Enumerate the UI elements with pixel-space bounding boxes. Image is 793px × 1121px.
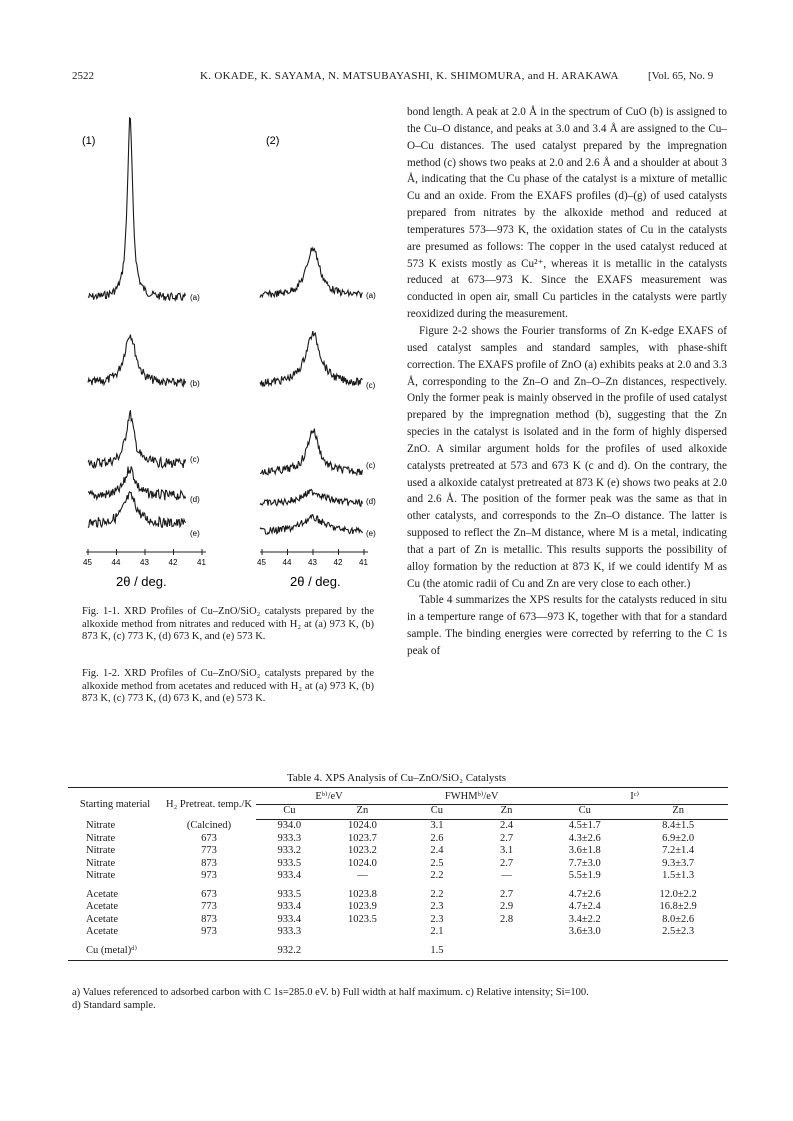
table-cell: 8.0±2.6 — [662, 913, 695, 925]
table-cell: 2.9 — [499, 901, 514, 912]
table-cell: 3.6±3.0 — [568, 926, 601, 937]
panel2-trace — [260, 429, 362, 476]
caption-1-text: Fig. 1-1. XRD Profiles of Cu–ZnO/SiO₂ catalysts prepared by the alkoxide method from nitrates and reduced with H₂ at (a) 973 K, (b) 873 K, (c) 773 K, (d) 673 K, and (e) 573 K. — [82, 606, 374, 643]
table-cell: 933.3 — [277, 926, 302, 937]
table-cell: 2.8 — [499, 913, 514, 925]
table-cell — [628, 945, 728, 961]
table-cell: Acetate — [86, 901, 119, 912]
table-cell: Nitrate — [86, 857, 116, 869]
table-cell: 1024.0 — [347, 857, 377, 869]
table-cell: 2.7 — [499, 832, 514, 844]
table-cell: Acetate — [86, 926, 119, 937]
table-cell: Acetate — [86, 888, 119, 900]
table-cell: Nitrate — [86, 845, 116, 856]
group-fwhm: FWHMᵇ⁾/eV — [402, 788, 541, 805]
x-tick-label: 45 — [257, 558, 266, 567]
running-authors: K. OKADE, K. SAYAMA, N. MATSUBAYASHI, K. SHIMOMURA, and H. ARAKAWA — [200, 70, 619, 82]
table-cell: 2.3 — [430, 913, 444, 925]
table-cell: 6.9±2.0 — [662, 832, 695, 844]
body-paragraph-1: bond length. A peak at 2.0 Å in the spectrum of CuO (b) is assigned to the Cu–O distance, and peaks at 3.0 and 3.4 Å are assigned to the Cu–O–Cu distances. The used catalyst prepared by the impregnation method (c) shows two peaks at 2.0 and 2.6 Å and a shoulder at about 3 Å, indicating that the Cu phase of the catalyst is a mixture of metallic Cu and an oxide. From the EXAFS profiles (d)–(g) of used catalysts prepared from nitrates by the alkoxide method and reduced at temperatures 573—973 K, the oxidation states of Cu in the catalysts are presumed as follows: The copper in the used catalyst reduced at 573 K exists mostly as Cu²⁺, whereas it is metallic in the catalysts reduced at 673—973 K. Since the EXAFS measurement was conducted in open air, small Cu particles in the catalysts were partly reoxidized during the measurement. — [407, 106, 727, 321]
table-cell: 7.2±1.4 — [662, 845, 695, 856]
panel1-trace — [88, 492, 186, 528]
sub-zn: Zn — [472, 804, 542, 820]
table-row — [68, 914, 728, 927]
table-title: Table 4. XPS Analysis of Cu–ZnO/SiO₂ Catalysts — [286, 772, 507, 784]
body-paragraph-3: Table 4 summarizes the XPS results for the catalysts reduced in situ in a temperture range of 673—973 K, together with that for a standard sample. The binding energies were corrected by referring to the C 1s peak of — [407, 594, 727, 657]
table-cell: 2.6 — [430, 832, 444, 844]
table-cell: Cu (metal)ᵈ⁾ — [68, 945, 162, 961]
group-binding-energy: Eᵇ⁾/eV — [256, 788, 402, 805]
table-row — [68, 926, 728, 939]
xps-table — [68, 787, 728, 961]
table-cell: 932.2 — [256, 945, 323, 961]
xlabel-panel1: 2θ / deg. — [116, 574, 167, 589]
panel2-label: (2) — [266, 135, 280, 147]
table-cell: 933.3 — [277, 832, 302, 844]
table-cell: 3.6±1.8 — [568, 845, 601, 856]
table-cell — [323, 945, 402, 961]
trace-label: (c) — [366, 461, 376, 470]
table-cell: 4.3±2.6 — [568, 832, 601, 844]
table-cell: — — [501, 870, 512, 881]
panel1-trace — [88, 335, 186, 387]
sub-zn: Zn — [323, 804, 402, 820]
table-cell: 1023.9 — [347, 901, 377, 912]
table-cell: 973 — [201, 870, 217, 881]
volume-info: [Vol. 65, No. 9 — [648, 70, 714, 82]
x-tick-label: 44 — [282, 558, 292, 567]
table-cell: 933.4 — [277, 901, 302, 912]
trace-label: (a) — [190, 293, 200, 302]
table-cell: 3.1 — [430, 820, 444, 831]
table-cell — [541, 945, 628, 961]
table-cell: 2.5 — [430, 857, 444, 869]
table-cell: 2.4 — [499, 820, 514, 831]
table-cell: 8.4±1.5 — [662, 820, 695, 831]
table-cell: 773 — [201, 845, 217, 856]
table-cell: 873 — [201, 913, 217, 925]
panel1-label: (1) — [82, 135, 96, 147]
table-cell: 2.2 — [430, 888, 444, 900]
caption-2-text: Fig. 1-2. XRD Profiles of Cu–ZnO/SiO₂ catalysts prepared by the alkoxide method from acetates and reduced with H₂ at (a) 973 K, (b) 873 K, (c) 773 K, (d) 673 K, and (e) 573 K. — [82, 668, 374, 705]
table-cell: 934.0 — [277, 820, 302, 831]
table-cell: 933.2 — [277, 845, 302, 856]
body-text-column — [407, 104, 727, 660]
table-cell: 773 — [201, 901, 217, 912]
table-row — [68, 858, 728, 871]
panel2-trace — [260, 248, 362, 298]
table-cell: 5.5±1.9 — [568, 870, 601, 881]
table-row-standard — [68, 945, 728, 961]
table-cell: 2.5±2.3 — [662, 926, 695, 937]
table-cell: 4.5±1.7 — [568, 820, 601, 831]
trace-label: (c) — [366, 381, 376, 390]
table-cell: 1023.7 — [347, 832, 377, 844]
panel2-trace — [260, 515, 362, 535]
col-starting-material: Starting material — [68, 788, 162, 820]
table-cell — [472, 926, 542, 939]
panel1-trace — [88, 118, 186, 300]
trace-label: (c) — [190, 455, 200, 464]
table-row — [68, 889, 728, 902]
figure-caption-1 — [82, 606, 374, 644]
table-cell: 1.5 — [402, 945, 472, 961]
table-cell: 673 — [201, 832, 217, 844]
x-tick-label: 45 — [83, 558, 92, 567]
table-cell: Nitrate — [86, 819, 116, 831]
table-cell: 973 — [201, 926, 217, 937]
sub-cu: Cu — [256, 804, 323, 820]
table-cell: 1023.5 — [347, 913, 377, 925]
table-cell: 1.5±1.3 — [662, 870, 695, 881]
table-cell — [323, 926, 402, 939]
table-cell: 933.5 — [277, 857, 302, 869]
table-row — [68, 833, 728, 846]
trace-label: (e) — [366, 529, 376, 538]
table-cell: 2.1 — [430, 926, 444, 937]
table-footnote-1: a) Values referenced to adsorbed carbon with C 1s=285.0 eV. b) Full width at half maximum. c) Relative intensity; Si=100. — [72, 987, 589, 998]
table-cell: 2.7 — [499, 888, 514, 900]
table-cell: 2.2 — [430, 870, 444, 881]
trace-label: (b) — [190, 379, 200, 388]
table-cell: 16.8±2.9 — [659, 901, 697, 912]
table-cell: 2.4 — [430, 845, 444, 856]
xrd-figure — [78, 112, 378, 590]
group-intensity: Iᶜ⁾ — [541, 788, 728, 805]
x-tick-label: 43 — [140, 558, 149, 567]
sub-cu: Cu — [541, 804, 628, 820]
sub-cu: Cu — [402, 804, 472, 820]
table-cell: 7.7±3.0 — [568, 857, 601, 869]
table-cell: Acetate — [86, 913, 119, 925]
panel1-trace — [88, 466, 186, 500]
table-cell: 12.0±2.2 — [659, 888, 697, 900]
table-cell: 873 — [201, 857, 217, 869]
trace-label: (e) — [190, 529, 200, 538]
table-cell: 9.3±3.7 — [662, 857, 695, 869]
trace-label: (d) — [190, 495, 200, 504]
panel2-trace — [260, 331, 362, 386]
x-tick-label: 41 — [359, 558, 368, 567]
table-cell: — — [357, 870, 368, 881]
table-cell: 1023.8 — [347, 888, 377, 900]
table-row — [68, 870, 728, 883]
x-tick-label: 44 — [111, 558, 121, 567]
table-cell: 3.1 — [499, 845, 514, 856]
x-tick-label: 42 — [333, 558, 343, 567]
col-pretreat-temp: H₂ Pretreat. temp./K — [162, 788, 256, 820]
table-cell: Nitrate — [86, 870, 116, 881]
table-cell: 2.7 — [499, 857, 514, 869]
x-tick-label: 43 — [308, 558, 317, 567]
table-cell: 4.7±2.4 — [568, 901, 601, 912]
table-row — [68, 901, 728, 914]
table-cell: (Calcined) — [186, 819, 232, 831]
table-cell — [162, 945, 256, 961]
xlabel-panel2: 2θ / deg. — [290, 574, 341, 589]
table-cell: 4.7±2.6 — [568, 888, 601, 900]
table-row — [68, 820, 728, 833]
table-cell: 3.4±2.2 — [568, 913, 601, 925]
figure-caption-2 — [82, 668, 374, 706]
x-tick-label: 42 — [168, 558, 178, 567]
table-footnote-2: d) Standard sample. — [72, 1000, 156, 1011]
table-cell — [472, 945, 542, 961]
table-cell: 933.4 — [277, 913, 302, 925]
table-row — [68, 845, 728, 858]
table-cell: 1024.0 — [347, 820, 377, 831]
x-tick-label: 41 — [197, 558, 206, 567]
trace-label: (d) — [366, 497, 376, 506]
table-cell: 2.3 — [430, 901, 444, 912]
table-cell: 673 — [201, 888, 217, 900]
table-cell: 933.4 — [277, 870, 302, 881]
panel1-trace — [88, 410, 186, 468]
panel2-trace — [260, 490, 362, 507]
sub-zn: Zn — [628, 804, 728, 820]
table-cell: Nitrate — [86, 832, 116, 844]
page-number: 2522 — [72, 70, 94, 82]
table-cell: 1023.2 — [347, 845, 377, 856]
body-paragraph-2: Figure 2-2 shows the Fourier transforms of Zn K-edge EXAFS of used catalyst samples and standard samples, with phase-shift correction. The EXAFS profile of ZnO (a) exhibits peaks at 2.0 and 3.3 Å, corresponding to the Zn–O and Zn–O–Zn distances, respectively. Only the former peak is mainly observed in the profile of used catalyst prepared by the impregnation method (b), suggesting that the Zn species in the catalyst is isolated and in the form of highly dispersed ZnO. A similar argument holds for the profiles of used alkoxide catalysts pretreated at 573 and 673 K (c and d). On the contrary, the used a alkoxide catalyst pretreated at 873 K (e) shows two peaks at 2.0 and 2.6 Å. The position of the former peak was the same as that in other catalysts, and corresponds to the Zn–O distance. The latter is supposed to reflect the Zn–M distance, where M is a metal, indicating that a part of Zn is metallic. This results supports the possibility of alloy formation by the reduction at 873 K, if we could identify M as Cu (the atomic radii of Cu and Zn are very close to each other.) — [407, 324, 727, 590]
trace-label: (a) — [366, 291, 376, 300]
table-cell: 933.5 — [277, 888, 302, 900]
